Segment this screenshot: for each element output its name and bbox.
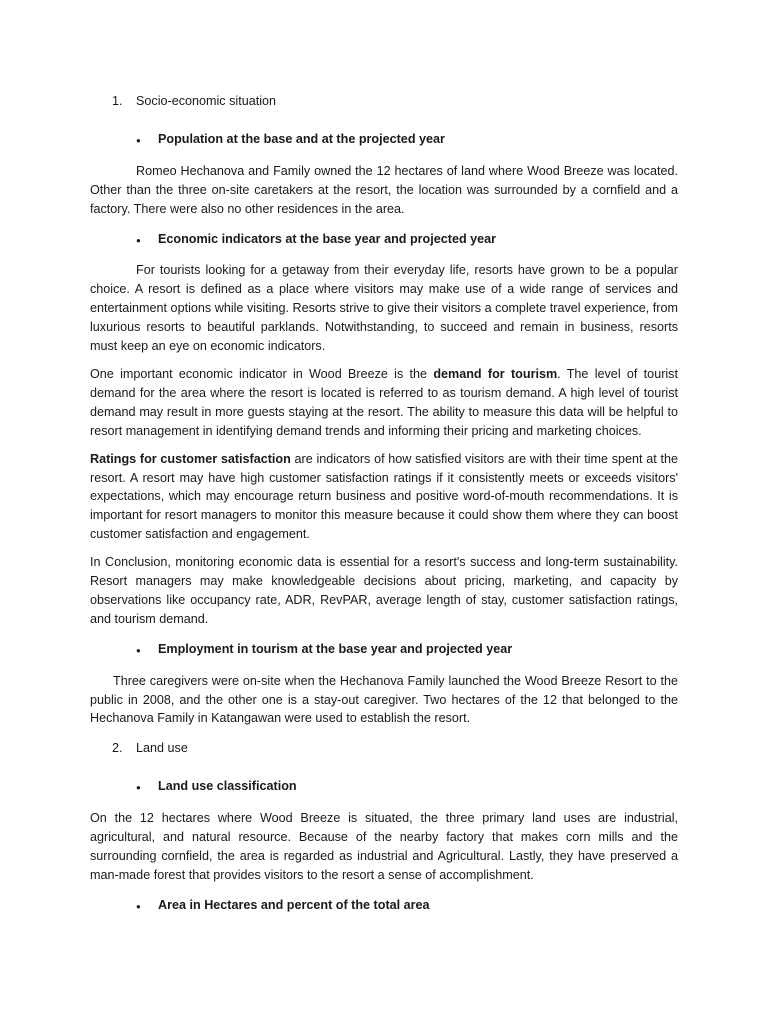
bullet-icon: ● (136, 645, 141, 655)
bullet-text: Economic indicators at the base year and projected year (158, 231, 497, 246)
section-heading-land-use (90, 739, 678, 758)
paragraph-text: . The level of tourist demand for the area where the resort is located is referred to as tourism demand. A high level of tourist demand may result in more guests staying at the resort. The ability to measure this data will be helpful to resort management in identifying demand trends and informing their pricing and marketing choices. (90, 366, 678, 438)
document-page (90, 90, 678, 917)
paragraph-text: are indicators of how satisfied visitors are with their time spent at the resort. A resort may have high customer satisfaction ratings if it consistently meets or exceeds visitors' expectations, which may encourage return business and positive word-of-mouth recommendations. It is important for resort managers to monitor this measure because it could show them where they can boost customer satisfaction and engagement. (90, 451, 678, 542)
section-number: 1. (112, 94, 123, 108)
paragraph-employment: Three caregivers were on-site when the Hechanova Family launched the Wood Breeze Resort to the public in 2008, and the other one is a stay-out caregiver. Two hectares of the 12 that belonged to the Hechanova Family in Katangawan were used to establish the resort. (90, 673, 678, 726)
section-title: Socio-economic situation (136, 94, 277, 108)
bullet-text: Land use classification (158, 779, 297, 794)
bullet-icon: ● (136, 783, 141, 793)
paragraph-tourism-demand (90, 365, 678, 441)
paragraph-text: One important economic indicator in Wood Breeze is the (90, 366, 434, 381)
emphasis-term: Ratings for customer satisfaction (90, 451, 291, 466)
bullet-population (90, 130, 678, 151)
bullet-text: Population at the base and at the projected year (158, 131, 445, 146)
bullet-icon: ● (136, 135, 141, 145)
section-heading-socio-economic (90, 92, 678, 111)
bullet-land-use-classification (90, 777, 678, 798)
bullet-economic-indicators (90, 230, 678, 251)
bullet-icon: ● (136, 901, 141, 911)
paragraph-population: Romeo Hechanova and Family owned the 12 hectares of land where Wood Breeze was located. Other than the three on-site caretakers at the resort, the location was surrounded by a cornfield and a factory. There were also no other residences in the area. (90, 163, 678, 216)
bullet-text: Area in Hectares and percent of the total area (158, 897, 430, 912)
section-number: 2. (112, 741, 123, 756)
paragraph-customer-satisfaction (90, 450, 678, 545)
paragraph-conclusion: In Conclusion, monitoring economic data is essential for a resort's success and long-term sustainability. Resort managers may make knowledgeable decisions about pricing, marketing, and capacity by observations like occupancy rate, ADR, RevPAR, average length of stay, customer satisfaction ratings, and tourism demand. (90, 555, 678, 626)
section-title: Land use (136, 741, 188, 756)
paragraph-resorts: For tourists looking for a getaway from their everyday life, resorts have grown to be a popular choice. A resort is defined as a place where visitors may make use of a wide range of services and entertainment options while visiting. Resorts strive to give their visitors a complete travel experience, from luxurious resorts to beautiful parklands. Notwithstanding, to succeed and remain in business, resorts must keep an eye on economic indicators. (90, 263, 678, 354)
bullet-employment (90, 640, 678, 661)
paragraph-land-use: On the 12 hectares where Wood Breeze is situated, the three primary land uses are industrial, agricultural, and natural resource. Because of the nearby factory that makes corn mills and the surrounding cornfield, the area is regarded as industrial and Agricultural. Lastly, they have preserved a man-made forest that provides visitors to the resort a sense of accomplishment. (90, 811, 678, 882)
emphasis-term: demand for tourism (433, 366, 558, 381)
bullet-area-hectares (90, 896, 678, 917)
bullet-icon: ● (136, 235, 141, 245)
bullet-text: Employment in tourism at the base year and projected year (158, 641, 513, 656)
